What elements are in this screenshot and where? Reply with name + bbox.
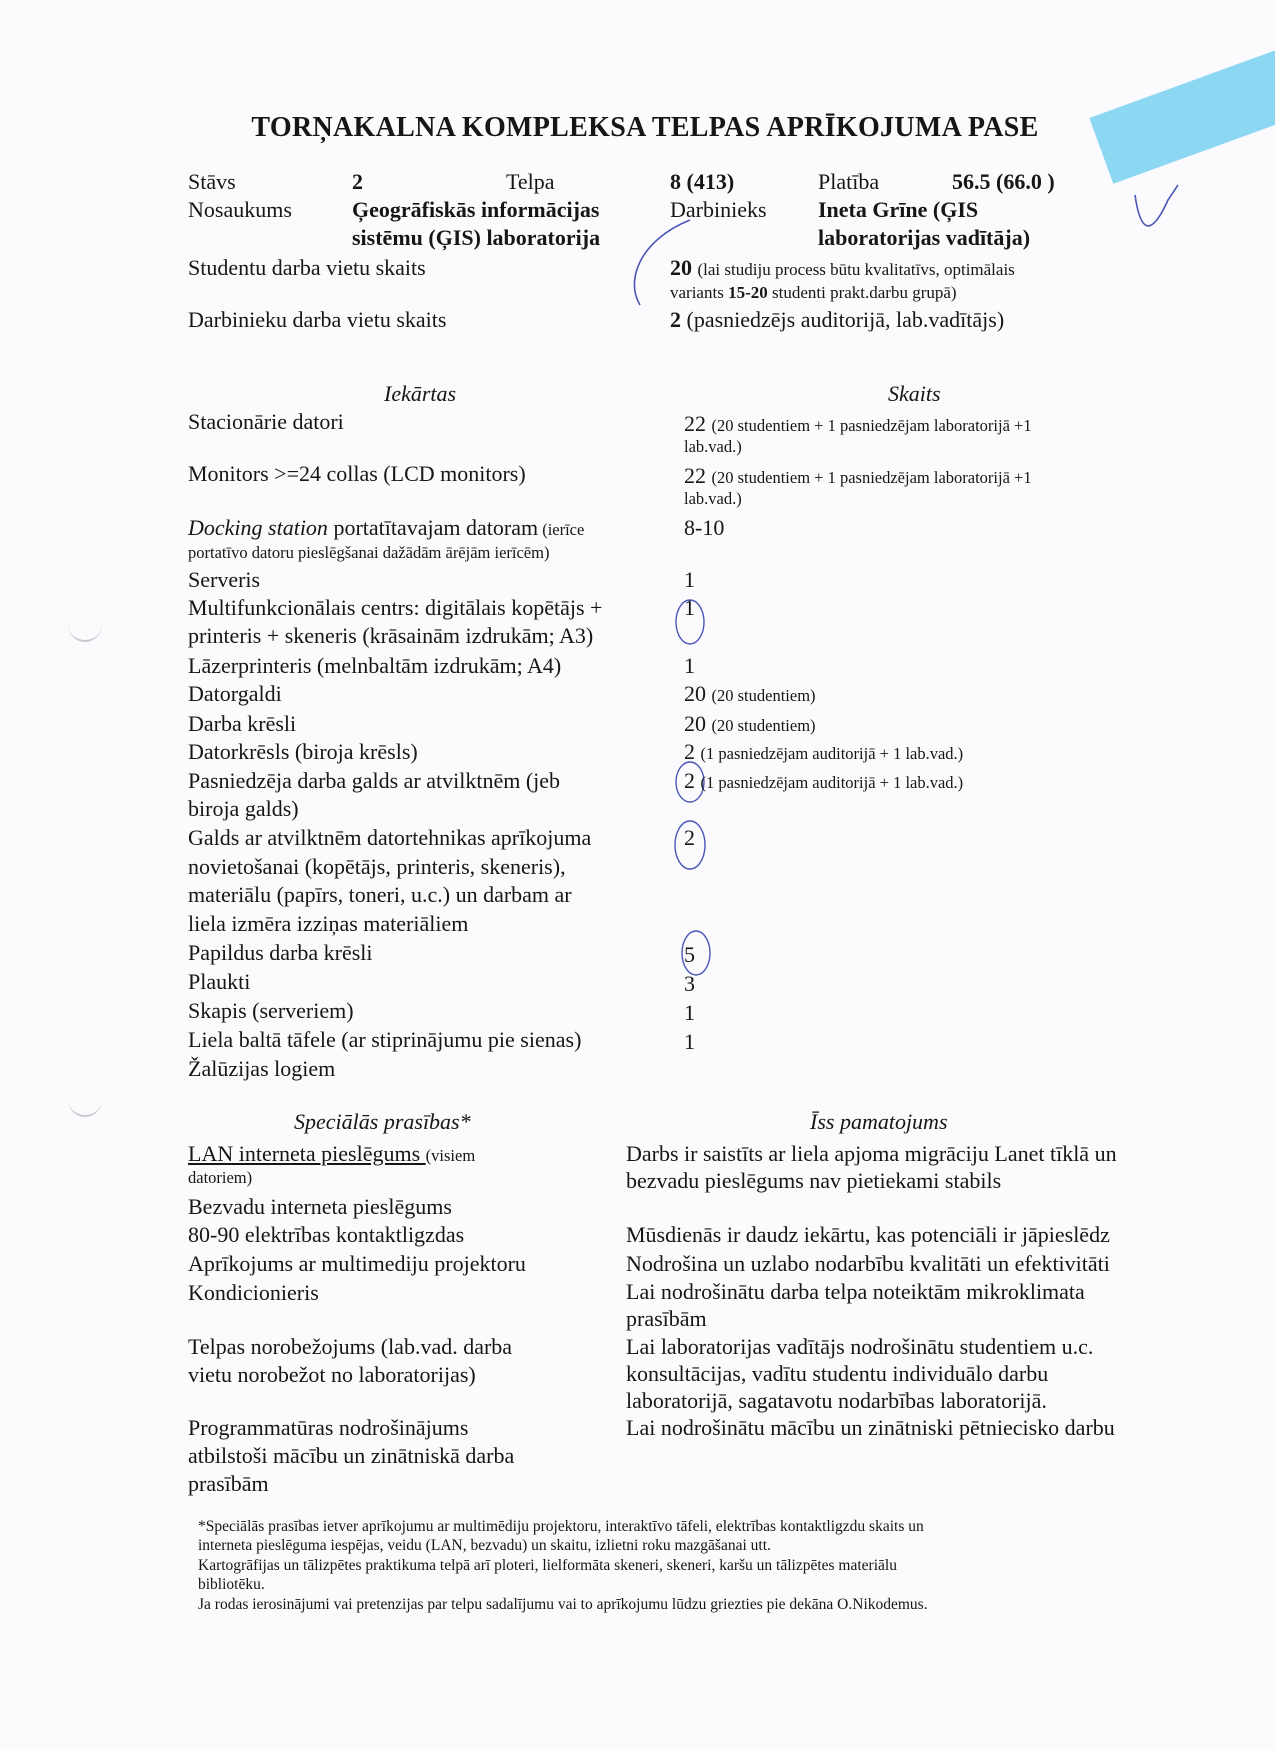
just-ac-2: prasībām — [626, 1306, 707, 1331]
student-seats-row — [670, 254, 1015, 281]
equipment-row-count: 1 — [684, 1029, 695, 1054]
req-software-1: Programmatūras nodrošinājums — [188, 1415, 469, 1440]
name-label: Nosaukums — [188, 197, 292, 222]
req-lan: LAN interneta pieslēgums (visiem — [188, 1141, 476, 1166]
room-value: 8 (413) — [670, 169, 735, 194]
just-sockets: Mūsdienās ir daudz iekārtu, kas potenciāli ir jāpieslēdz — [626, 1222, 1110, 1247]
floor-value: 2 — [352, 169, 363, 194]
footnote-line-2: interneta pieslēguma iespējas, veidu (LAN, bezvadu) un skaitu, izlietni roku mazgāšanai utt. — [198, 1537, 771, 1554]
equipment-row-count: 1 — [684, 653, 695, 678]
special-header-requirements: Speciālās prasības* — [294, 1109, 471, 1134]
req-sockets: 80-90 elektrības kontaktligzdas — [188, 1222, 465, 1247]
equipment-row-name: Multifunkcionālais centrs: digitālais kopētājs + — [188, 595, 603, 620]
employee-value-line2: laboratorijas vadītāja) — [818, 225, 1031, 250]
just-partition-3: laboratorijā, sagatavotu nodarbības laboratorijā. — [626, 1388, 1047, 1413]
just-partition-2: konsultācijas, vadītu studentu individuālo darbu — [626, 1361, 1049, 1386]
equipment-row-name-cont: novietošanai (kopētājs, printeris, skeneris), — [188, 854, 566, 879]
equipment-row-count: 3 — [684, 971, 695, 996]
area-value: 56.5 (66.0 ) — [952, 169, 1055, 194]
equipment-row-name: Darba krēsli — [188, 711, 297, 736]
equipment-row-count: 8-10 — [684, 515, 725, 540]
student-seats-label: Studentu darba vietu skaits — [188, 255, 426, 280]
area-label: Platība — [818, 169, 880, 194]
equipment-row-name: Liela baltā tāfele (ar stiprinājumu pie sienas) — [188, 1027, 582, 1052]
req-partition-1: Telpas norobežojums (lab.vad. darba — [188, 1334, 513, 1359]
staff-seats-note: (pasniedzējs auditorijā, lab.vadītājs) — [681, 307, 1005, 332]
equipment-row-name: Skapis (serveriem) — [188, 998, 354, 1023]
student-seats-note-1: (lai studiju process būtu kvalitatīvs, optimālais — [697, 260, 1015, 279]
special-header-justification: Īss pamatojums — [810, 1109, 948, 1134]
footnote-line-1: *Speciālās prasības ietver aprīkojumu ar multimēdiju projektoru, interaktīvo tāfeli, elektrības kontaktligzdu skaits un — [198, 1518, 924, 1535]
equipment-row-count: 1 — [684, 1000, 695, 1025]
employee-label: Darbinieks — [670, 197, 767, 222]
equipment-row-count: 1 — [684, 595, 695, 620]
just-projector: Nodrošina un uzlabo nodarbību kvalitāti un efektivitāti — [626, 1251, 1110, 1276]
page-title: TORŅAKALNA KOMPLEKSA TELPAS APRĪKOJUMA PASE — [251, 112, 1039, 143]
req-projector: Aprīkojums ar multimediju projektoru — [188, 1251, 526, 1276]
equipment-row-count: 22 (20 studentiem + 1 pasniedzējam laboratorijā +1 — [684, 411, 1032, 436]
equipment-row-name: Plaukti — [188, 969, 251, 994]
equipment-row-name: Serveris — [188, 567, 261, 592]
equipment-row-name: Lāzerprinteris (melnbaltām izdrukām; A4) — [188, 653, 562, 678]
equipment-row-name-cont: biroja galds) — [188, 796, 299, 821]
req-software-3: prasībām — [188, 1471, 269, 1496]
req-software-2: atbilstoši mācību un zinātniskā darba — [188, 1443, 515, 1468]
equipment-row-name: Žalūzijas logiem — [188, 1056, 336, 1081]
name-value-line2: sistēmu (ĢIS) laboratorija — [352, 225, 601, 250]
equipment-row-name: Stacionārie datori — [188, 409, 344, 434]
student-seats-value: 20 — [670, 255, 692, 280]
staff-seats-label: Darbinieku darba vietu skaits — [188, 307, 447, 332]
equipment-row-count: 1 — [684, 567, 695, 592]
employee-value-line1: Ineta Grīne (ĢIS — [818, 197, 979, 222]
equipment-row-count: 20 (20 studentiem) — [684, 681, 816, 706]
equipment-row-name: Pasniedzēja darba galds ar atvilktnēm (jeb — [188, 768, 561, 793]
footnote-line-4: bibliotēku. — [198, 1576, 265, 1593]
req-partition-2: vietu norobežot no laboratorijas) — [188, 1362, 476, 1387]
req-lan-note: datoriem) — [188, 1168, 253, 1187]
student-seats-note-2: variants 15-20 studenti prakt.darbu grupā) — [670, 283, 957, 302]
equipment-row-name: Galds ar atvilktnēm datortehnikas aprīkojuma — [188, 825, 592, 850]
equipment-row-count: 20 (20 studentiem) — [684, 711, 816, 736]
equipment-row-name: Docking station portatītavajam datoram (ierīce — [188, 515, 585, 540]
just-ac-1: Lai nodrošinātu darba telpa noteiktām mikroklimata — [626, 1279, 1085, 1304]
equipment-header-count: Skaits — [888, 381, 941, 406]
floor-label: Stāvs — [188, 169, 236, 194]
equipment-row-name-cont: printeris + skeneris (krāsainām izdrukām; A3) — [188, 623, 594, 648]
equipment-row-count-note: lab.vad.) — [684, 437, 742, 456]
equipment-row-name: Papildus darba krēsli — [188, 940, 373, 965]
equipment-row-count: 2 (1 pasniedzējam auditorijā + 1 lab.vad.) — [684, 768, 964, 793]
equipment-header-item: Iekārtas — [384, 381, 457, 406]
req-ac: Kondicionieris — [188, 1280, 319, 1305]
equipment-row-count: 5 — [684, 942, 695, 967]
staff-seats-row — [670, 306, 1004, 333]
staff-seats-value: 2 — [670, 307, 681, 332]
equipment-row-name-cont: materiālu (papīrs, toneri, u.c.) un darbam ar — [188, 882, 572, 907]
equipment-row-count: 22 (20 studentiem + 1 pasniedzējam laboratorijā +1 — [684, 463, 1032, 488]
equipment-row-name: Datorkrēsls (biroja krēsls) — [188, 739, 418, 764]
equipment-row-count: 2 — [684, 825, 695, 850]
equipment-row-count-note: lab.vad.) — [684, 489, 742, 508]
equipment-row-name: Monitors >=24 collas (LCD monitors) — [188, 461, 526, 486]
equipment-row-name-note: portatīvo datoru pieslēgšanai dažādām ārējām ierīcēm) — [188, 543, 550, 562]
equipment-row-name-cont: liela izmēra izziņas materiāliem — [188, 911, 469, 936]
footnote-line-3: Kartogrāfijas un tālizpētes praktikuma telpā arī ploteri, lielformāta skeneri, skeneri, karšu un tālizpētes materiālu — [198, 1557, 897, 1574]
equipment-row-name: Datorgaldi — [188, 681, 282, 706]
just-lan-2: bezvadu pieslēgums nav pietiekami stabils — [626, 1168, 1002, 1193]
footnote-line-5: Ja rodas ierosinājumi vai pretenzijas par telpu sadalījumu vai to aprīkojumu lūdzu griezties pie dekāna O.Nikodemus. — [198, 1596, 928, 1613]
req-wifi: Bezvadu interneta pieslēgums — [188, 1194, 452, 1219]
name-value-line1: Ģeogrāfiskās informācijas — [352, 197, 600, 222]
equipment-row-count: 2 (1 pasniedzējam auditorijā + 1 lab.vad.) — [684, 739, 964, 764]
just-lan-1: Darbs ir saistīts ar liela apjoma migrāciju Lanet tīklā un — [626, 1141, 1117, 1166]
room-label: Telpa — [506, 169, 555, 194]
just-software: Lai nodrošinātu mācību un zinātniski pētniecisko darbu — [626, 1415, 1115, 1440]
just-partition-1: Lai laboratorijas vadītājs nodrošinātu studentiem u.c. — [626, 1334, 1094, 1359]
